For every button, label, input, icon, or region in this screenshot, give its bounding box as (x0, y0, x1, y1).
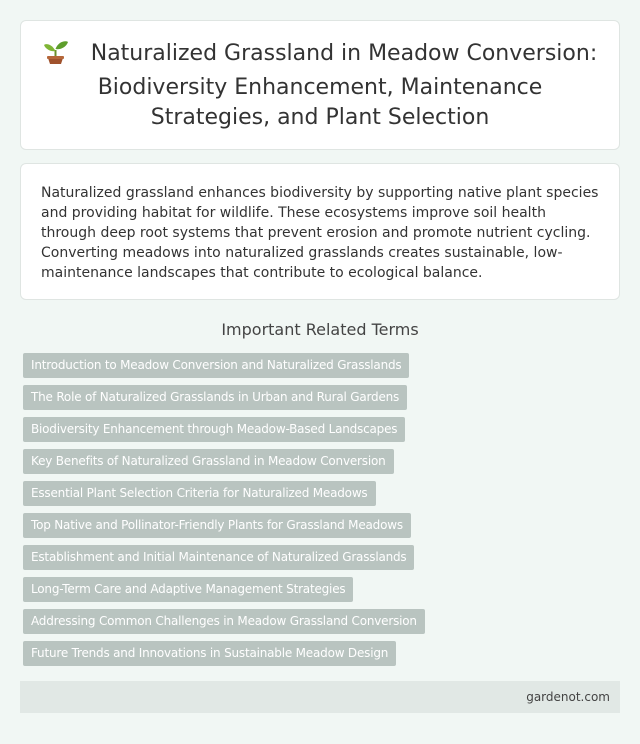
list-item (23, 545, 623, 577)
term-chip[interactable]: Future Trends and Innovations in Sustainable Meadow Design (23, 641, 396, 666)
term-chip[interactable]: The Role of Naturalized Grasslands in Urban and Rural Gardens (23, 385, 407, 410)
term-chip[interactable]: Essential Plant Selection Criteria for Naturalized Meadows (23, 481, 376, 506)
term-chip[interactable]: Long-Term Care and Adaptive Management Strategies (23, 577, 353, 602)
intro-card (20, 163, 620, 300)
term-chip[interactable]: Establishment and Initial Maintenance of Naturalized Grasslands (23, 545, 414, 570)
term-chip[interactable]: Biodiversity Enhancement through Meadow-Based Landscapes (23, 417, 405, 442)
title-card (20, 20, 620, 150)
term-chip[interactable]: Introduction to Meadow Conversion and Naturalized Grasslands (23, 353, 409, 378)
term-chip[interactable]: Key Benefits of Naturalized Grassland in Meadow Conversion (23, 449, 394, 474)
list-item (23, 385, 623, 417)
list-item (23, 641, 623, 673)
list-item (23, 449, 623, 481)
page-title (39, 38, 601, 133)
sprout-icon (43, 38, 69, 73)
list-item (23, 481, 623, 513)
list-item (23, 609, 623, 641)
term-chip[interactable]: Top Native and Pollinator-Friendly Plants for Grassland Meadows (23, 513, 411, 538)
list-item (23, 417, 623, 449)
list-item (23, 513, 623, 545)
related-terms-heading: Important Related Terms (221, 320, 419, 339)
footer (20, 681, 620, 713)
related-terms-list (23, 353, 623, 673)
intro-paragraph: Naturalized grassland enhances biodiversity by supporting native plant species and providing habitat for wildlife. These ecosystems improve soil health through deep root systems that prevent erosion and promote nutrient cycling. Converting meadows into naturalized grasslands creates sustainable, low-maintenance landscapes that contribute to ecological balance. (41, 185, 599, 281)
list-item (23, 577, 623, 609)
footer-site-link[interactable]: gardenot.com (526, 690, 610, 704)
term-chip[interactable]: Addressing Common Challenges in Meadow Grassland Conversion (23, 609, 425, 634)
page-title-text: Naturalized Grassland in Meadow Conversion: Biodiversity Enhancement, Maintenance Strategies, and Plant Selection (90, 40, 598, 130)
list-item (23, 353, 623, 385)
